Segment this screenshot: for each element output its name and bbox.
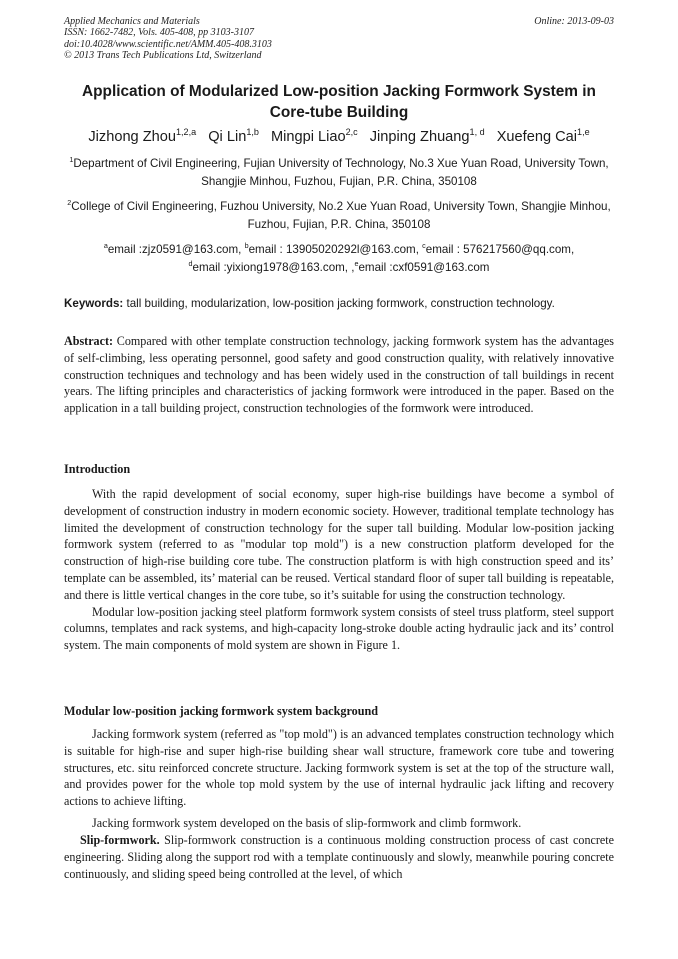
section-heading-introduction: Introduction [64,462,131,476]
issn-line: ISSN: 1662-7482, Vols. 405-408, pp 3103-3107 [64,27,254,39]
abstract [64,333,614,417]
online-date: Online: 2013-09-03 [534,16,614,27]
introduction-body [64,486,614,654]
author: Jinping Zhuang$^{1, d}$ [369,127,485,145]
affiliation-1: $^1$Department of Civil Engineering, Fujian University of Technology, No.3 Xue Yuan Road, University Town, Shangjie Minhou, Fuzhou, Fujian, P.R. China, 350108 [69,155,609,188]
paragraph: With the rapid development of social economy, super high-rise buildings have become a symbol of development of construction industry in modern economic society. However, traditional template technology has limited the development of construction technology for the super tall building. Modular low-position jacking formwork system (referred to as "modular top mold") is a new construction platform developed for the construction of high-rise building core tube. The construction platform is with high construction speed and its’ template can be assembled, its’ material can be reused. Vertical standard floor of super tall building is repeatable, and there is little vertical changes in the core tube, so it’s suitable for using the construction technology. [64,487,614,602]
email-d: email :yixiong1978@163.com, , [192,261,355,274]
paragraph: Jacking formwork system (referred as "top mold") is an advanced templates construction technology which is suitable for high-rise and super high-rise building shear wall structure, framework core tube and towering structures, etc. situ reinforced concrete structure. Jacking formwork system is set at the top of the structure wall, and provides power for the whole top mold system by the use of internal hydraulic jack lifting and recovery actions to achieve lifting. [64,727,614,809]
paragraph: Modular low-position jacking steel platform formwork system consists of steel truss platform, steel support columns, templates and rack systems, and high-capacity long-stroke double acting hydraulic jack and its’ control system. The main components of mold system are shown in Figure 1. [64,604,614,653]
journal-header [64,16,614,62]
copyright-line: © 2013 Trans Tech Publications Ltd, Switzerland [64,50,262,62]
paper-title: Application of Modularized Low-position Jacking Formwork System in Core-tube Building [82,83,596,121]
author: Mingpi Liao$^{2,c}$ [270,127,358,145]
section-heading-background: Modular low-position jacking formwork system background [64,704,379,718]
keywords-label: Keywords: [64,297,124,310]
author: Qi Lin$^{1,b}$ [208,127,259,145]
slip-formwork-paragraph [64,832,614,882]
affiliation-2: $^2$College of Civil Engineering, Fuzhou University, No.2 Xue Yuan Road, University Town, Shangjie Minhou, Fuzhou, Fujian, P.R. China, 350108 [67,198,611,231]
email-e: email :cxf0591@163.com [358,261,490,274]
email-line-2: $^d$email :yixiong1978@163.com, ,$^e$email :cxf0591@163.com [188,259,490,274]
author-emails [64,241,614,277]
abstract-label: Abstract: [64,334,114,348]
email-a: email :zjz0591@163.com, [107,243,245,256]
slip-formwork-text: Slip-formwork construction is a continuous molding construction process of cast concrete engineering. Sliding along the support rod with a template continuously and slowly, meanwhile pouring concrete continuously, and sliding speed being controlled at the level, of which [64,833,614,881]
abstract-text: Compared with other template construction technology, jacking formwork system has the advantages of self-climbing, less operating personnel, good safety and good construction quality, with relatively innovative construction techniques and technology and has been widely used in the construction of tall buildings in recent years. The lifting principles and characteristics of jacking formwork were introduced in the paper. Based on the application in a tall building project, construction technologies of the formwork were introduced. [64,334,614,416]
email-line-1: $^a$email :zjz0591@163.com, $^b$email : 13905020292l@163.com, $^c$email : 576217560@qq.com, [103,241,575,256]
email-c: email : 576217560@qq.com, [425,243,575,256]
slip-formwork-label: Slip-formwork. [80,833,160,847]
author-list [64,128,614,146]
journal-name: Applied Mechanics and Materials [64,16,200,27]
keywords [64,296,614,312]
doi-line: doi:10.4028/www.scientific.net/AMM.405-408.3103 [64,38,272,50]
author: Jizhong Zhou$^{1,2,a}$ [88,127,197,145]
email-b: email : 13905020292l@163.com, [248,243,423,256]
paragraph: Jacking formwork system developed on the basis of slip-formwork and climb formwork. [92,816,522,830]
author: Xuefeng Cai$^{1,e}$ [496,127,590,145]
keywords-text: tall building, modularization, low-position jacking formwork, construction technology. [123,297,555,310]
